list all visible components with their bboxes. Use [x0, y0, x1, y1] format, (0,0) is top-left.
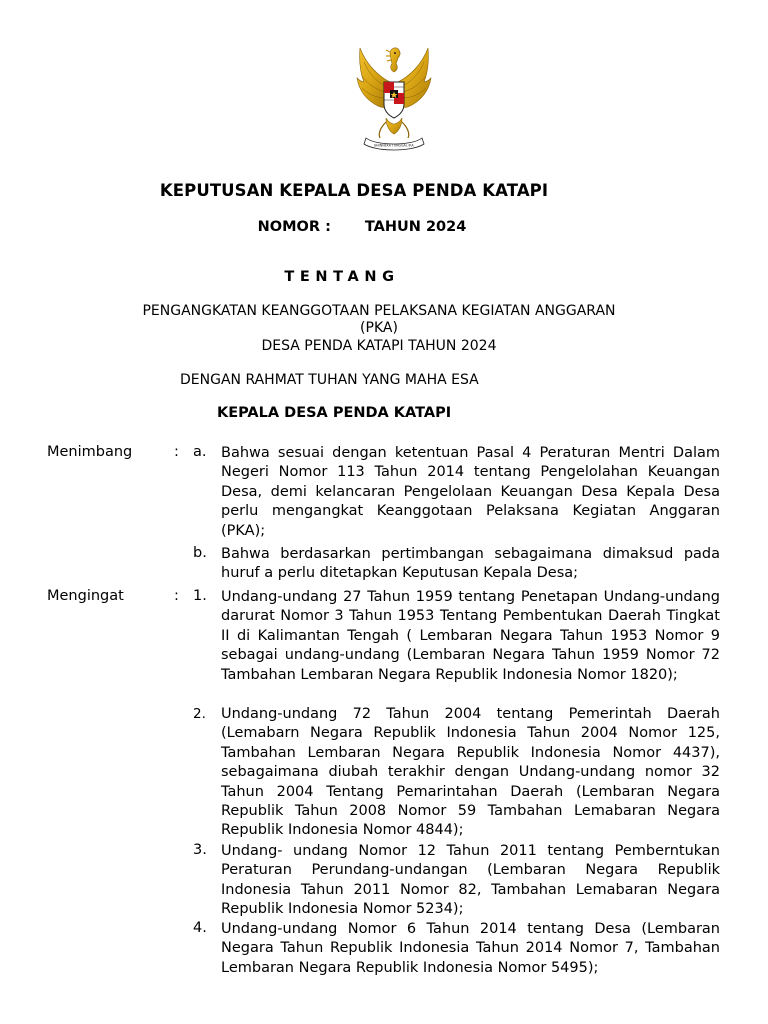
menimbang-colon: :: [174, 444, 179, 460]
tentang-heading: TENTANG: [284, 269, 400, 285]
mengingat-marker-1: 1.: [193, 588, 207, 604]
mengingat-item-1: Undang-undang 27 Tahun 1959 tentang Penetapan Undang-undang darurat Nomor 3 Tahun 1953 Tentang Pembentukan Daerah Tingkat II di Kalimantan Tengah ( Lembaran Negara Tahun 1953 Nomor 9 sebagai undang-undang (Lembaran Negara Tahun 1959 Nomor 72 Tambahan Lembaran Negara Republik Indonesia Nomor 1820);: [221, 589, 720, 683]
garuda-pancasila-emblem-icon: [356, 42, 432, 160]
mengingat-marker-2: 2.: [193, 706, 206, 722]
menimbang-marker-b: b.: [193, 545, 207, 561]
mengingat-colon: :: [174, 588, 179, 604]
kepala-desa-heading: KEPALA DESA PENDA KATAPI: [217, 405, 452, 421]
mengingat-item-2: Undang-undang 72 Tahun 2004 tentang Pemerintah Daerah (Lemabarn Negara Republik Indonesia Tahun 2004 Nomor 125, Tambahan Lembaran Negara Republik Indonesia Nomor 4437), sebagaimana diubah terakhir dengan Undang-undang nomor 32 Tahun 2004 Tentang Pemarintahan Daerah (Lembaran Negara Republik Tahun 2008 Nomor 59 Tambahan Lemabaran Negara Republik Indonesia Nomor 4844);: [221, 706, 720, 839]
document-title: KEPUTUSAN KEPALA DESA PENDA KATAPI: [159, 181, 549, 200]
menimbang-marker-a: a.: [193, 444, 207, 460]
mengingat-marker-3: 3.: [193, 842, 207, 858]
mengingat-label: Mengingat: [47, 588, 124, 604]
mengingat-marker-4: 4.: [193, 920, 207, 936]
rahmat-line: DENGAN RAHMAT TUHAN YANG MAHA ESA: [180, 372, 479, 388]
menimbang-item-b: Bahwa berdasarkan pertimbangan sebagaimana dimaksud pada huruf a perlu ditetapkan Keputusan Kepala Desa;: [221, 546, 720, 582]
subject-line-2: (PKA): [360, 320, 398, 336]
menimbang-label: Menimbang: [47, 444, 133, 460]
subject-line-1: PENGANGKATAN KEANGGOTAAN PELAKSANA KEGIATAN ANGGARAN: [142, 303, 616, 319]
mengingat-item-4: Undang-undang Nomor 6 Tahun 2014 tentang Desa (Lembaran Negara Tahun Republik Indonesia Tahun 2014 Nomor 7, Tambahan Lembaran Negara Republik Indonesia Nomor 5495);: [221, 921, 720, 976]
menimbang-item-a: Bahwa sesuai dengan ketentuan Pasal 4 Peraturan Mentri Dalam Negeri Nomor 113 Tahun 2014 tentang Pengelolahan Keuangan Desa, demi kelancaran Pengelolaan Keuangan Desa Kepala Desa perlu mengangkat Keanggotaan Pelaksana Kegiatan Anggaran (PKA);: [221, 445, 720, 539]
subject-line-3: DESA PENDA KATAPI TAHUN 2024: [261, 338, 497, 354]
nomor-label: NOMOR :: [257, 219, 331, 235]
mengingat-item-3: Undang- undang Nomor 12 Tahun 2011 tentang Pemberntukan Peraturan Perundang-undangan (Lembaran Negara Republik Indonesia Tahun 2011 Nomor 82, Tambahan Lemabaran Negara Republik Indonesia Nomor 5234);: [221, 843, 720, 918]
emblem-motto: BHINNEKA TUNGGAL IKA: [374, 143, 414, 148]
tahun-label: TAHUN 2024: [364, 219, 467, 235]
nomor-line: [0, 219, 746, 235]
